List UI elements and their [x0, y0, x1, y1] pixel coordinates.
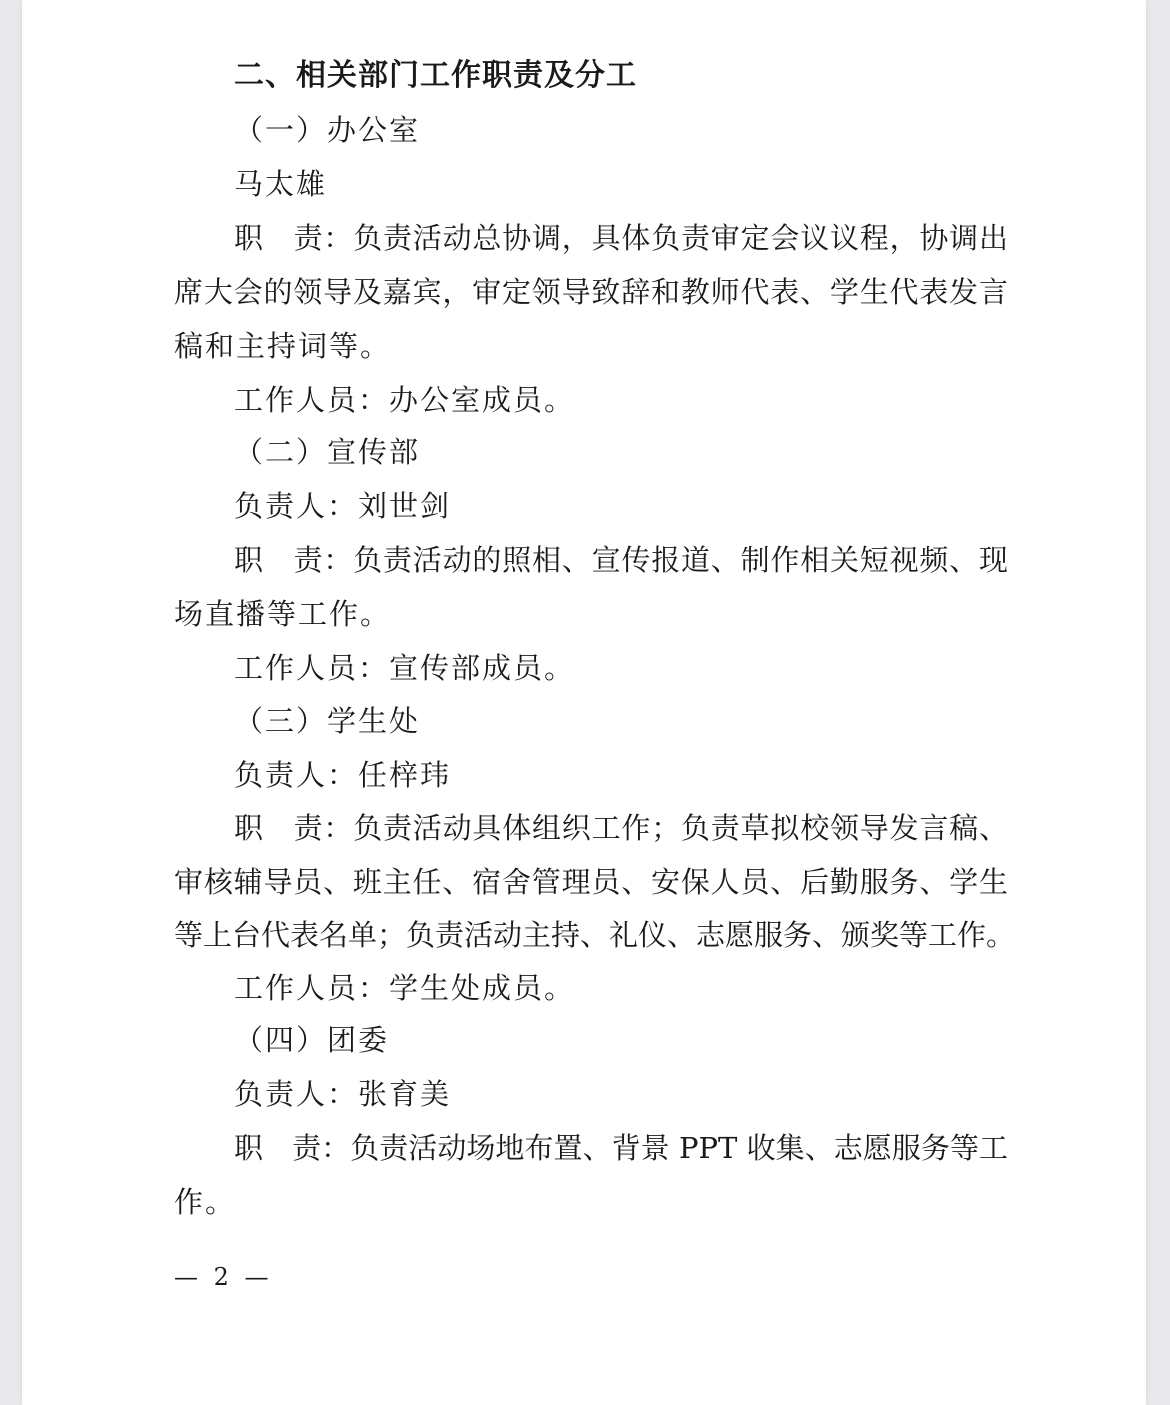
- publicity-duty-line-2: 场直播等工作。: [174, 597, 392, 631]
- student-affairs-leader: 负责人：任梓玮: [234, 758, 452, 792]
- office-duty-line-3: 稿和主持词等。: [174, 329, 392, 363]
- publicity-duty-line-1: 职 责：负责活动的照相、宣传报道、制作相关短视频、现: [234, 543, 1008, 577]
- student-affairs-duty-line-1: 职 责：负责活动具体组织工作；负责草拟校领导发言稿、: [234, 811, 1008, 845]
- office-duty-line-1: 职 责：负责活动总协调，具体负责审定会议议程，协调出: [234, 221, 1008, 255]
- student-affairs-duty-line-2: 审核辅导员、班主任、宿舍管理员、安保人员、后勤服务、学生: [174, 865, 1008, 899]
- subsection-title-student-affairs: （三）学生处: [234, 704, 421, 738]
- student-affairs-staff: 工作人员：学生处成员。: [234, 971, 576, 1005]
- publicity-leader: 负责人：刘世剑: [234, 489, 452, 523]
- page-number: — 2 —: [174, 1263, 273, 1291]
- office-leader-name: 马太雄: [234, 167, 328, 201]
- office-duty-line-2: 席大会的领导及嘉宾，审定领导致辞和教师代表、学生代表发言: [174, 275, 1008, 309]
- youth-league-duty-line-1: 职 责：负责活动场地布置、背景 PPT 收集、志愿服务等工: [234, 1131, 1008, 1165]
- subsection-title-publicity: （二）宣传部: [234, 435, 421, 469]
- office-staff: 工作人员：办公室成员。: [234, 383, 576, 417]
- publicity-staff: 工作人员：宣传部成员。: [234, 651, 576, 685]
- subsection-title-youth-league: （四）团委: [234, 1023, 390, 1057]
- section-title: 二、相关部门工作职责及分工: [234, 58, 637, 93]
- document-page: [22, 0, 1146, 1405]
- student-affairs-duty-line-3: 等上台代表名单；负责活动主持、礼仪、志愿服务、颁奖等工作。: [174, 918, 1016, 952]
- youth-league-leader: 负责人：张育美: [234, 1077, 452, 1111]
- subsection-title-office: （一）办公室: [234, 113, 421, 147]
- youth-league-duty-line-2: 作。: [174, 1185, 237, 1219]
